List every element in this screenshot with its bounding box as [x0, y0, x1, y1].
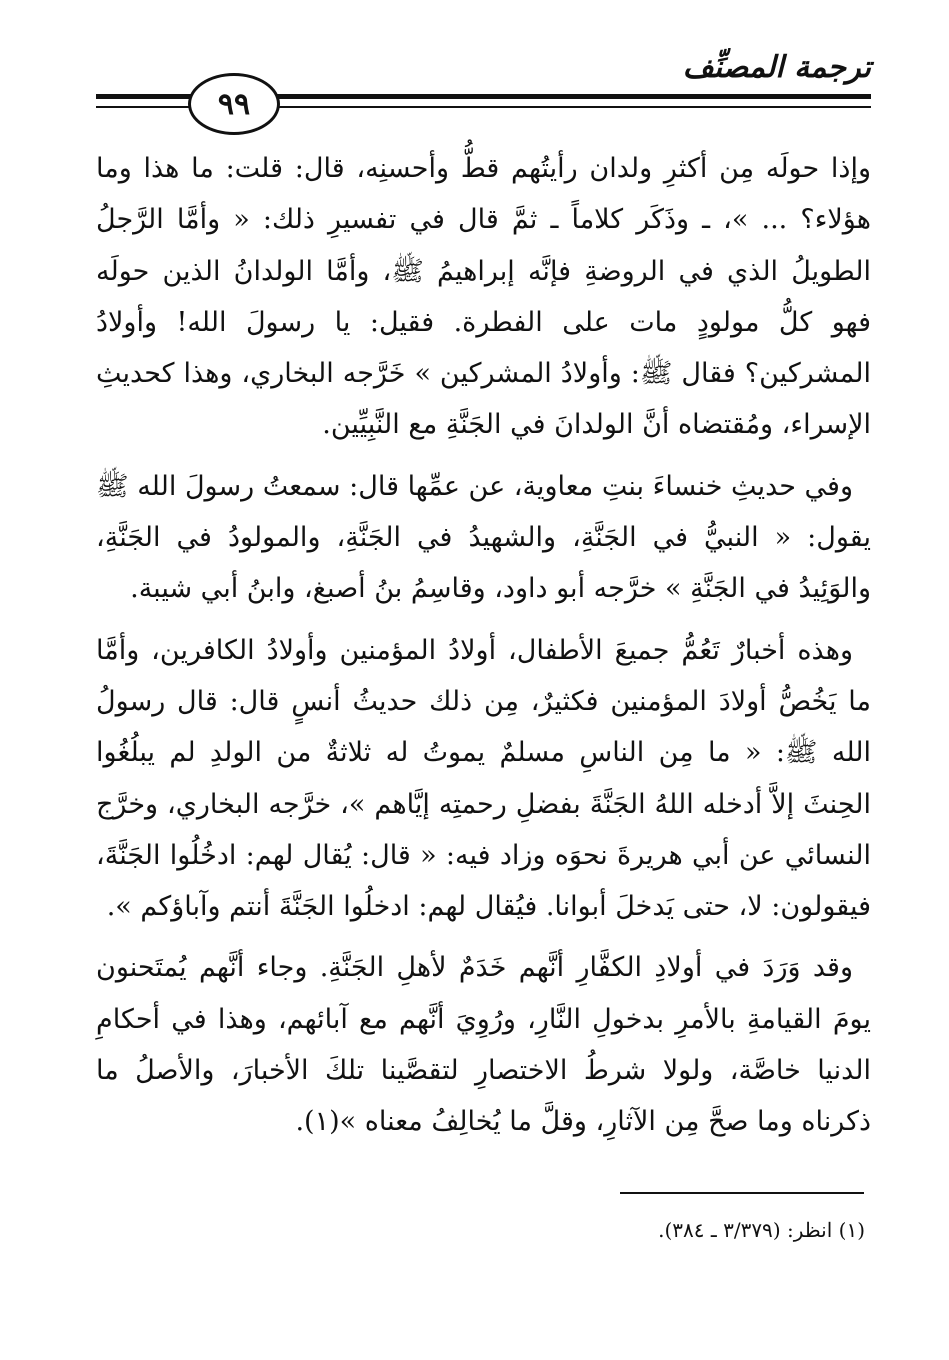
paragraph-3: وهذه أخبارٌ تَعُمُّ جميعَ الأطفال، أولادُ المؤمنين وأولادُ الكافرين، وأمَّا ما يَخُصُّ أولادَ المؤمنين فكثيرٌ، مِن ذلك حديثُ أنسٍ قال: قال رسولُ الله ﷺ: « ما مِن الناسِ مسلمٌ يموتُ له ثلاثةٌ من الولدِ لم يبلُغُوا الحِنثَ إلاَّ أدخله اللهُ الجَنَّةَ بفضلِ رحمتِه إيَّاهم »، خرَّجه البخاري، وخرَّج النسائي عن أبي هريرةَ نحوَه وزاد فيه: « قال: يُقال لهم: ادخُلُوا الجَنَّةَ، فيقولون: لا، حتى يَدخلَ أبوانا. فيُقال لهم: ادخلُوا الجَنَّةَ أنتم وآباؤكم ». [96, 634, 871, 923]
running-title: ترجمة المصنِّف [682, 50, 871, 85]
body-text [96, 143, 871, 1158]
paragraph-1: وإذا حولَه مِن أكثرِ ولدان رأيتُهم قطُّ وأحسنِه، قال: قلت: ما هذا وما هؤلاء؟ ... »، ـ وذَكَر كلاماً ـ ثمَّ قال في تفسيرِ ذلك: « وأمَّا الرَّجلُ الطويلُ الذي في الروضةِ فإنَّه إبراهيمُ ﷺ، وأمَّا الولدانُ الذين حولَه فهو كلُّ مولودٍ مات على الفطرة. فقيل: يا رسولَ الله! وأولادُ المشركين؟ فقال ﷺ: وأولادُ المشركين » خَرَّجه البخاري، وهذا كحديثِ الإسراء، ومُقتضاه أنَّ الولدانَ في الجَنَّةِ مع النَّبِيِّين. [96, 153, 871, 441]
footnote: (١) انظر: (٣/٣٧٩ ـ ٣٨٤). [658, 1218, 865, 1242]
footnote-separator [620, 1192, 864, 1194]
paragraph-2: وفي حديثِ خنساءَ بنتِ معاوية، عن عمِّها قال: سمعتُ رسولَ الله ﷺ يقول: « النبيُّ في الجَنَّةِ، والشهيدُ في الجَنَّةِ، والمولودُ في الجَنَّةِ، والوَئِيدُ في الجَنَّةِ » خرَّجه أبو داود، وقاسِمُ بنُ أصبغ، وابنُ أبي شيبة. [96, 470, 871, 605]
page-number: ٩٩ [188, 73, 280, 135]
page-header [96, 50, 871, 142]
paragraph-4: وقد وَرَدَ في أولادِ الكفَّارِ أنَّهم خَدَمٌ لأهلِ الجَنَّةِ. وجاء أنَّهم يُمتَحنون يومَ القيامةِ بالأمرِ بدخولِ النَّارِ، ورُوِيَ أنَّهم مع آبائهم، وهذا في أحكامِ الدنيا خاصَّة، ولولا شرطُ الاختصارِ لتقصَّينا تلكَ الأخبارَ، والأصلُ ما ذكرناه وما صحَّ مِن الآثارِ، وقلَّ ما يُخالِفُ معناه »(١). [96, 952, 871, 1138]
